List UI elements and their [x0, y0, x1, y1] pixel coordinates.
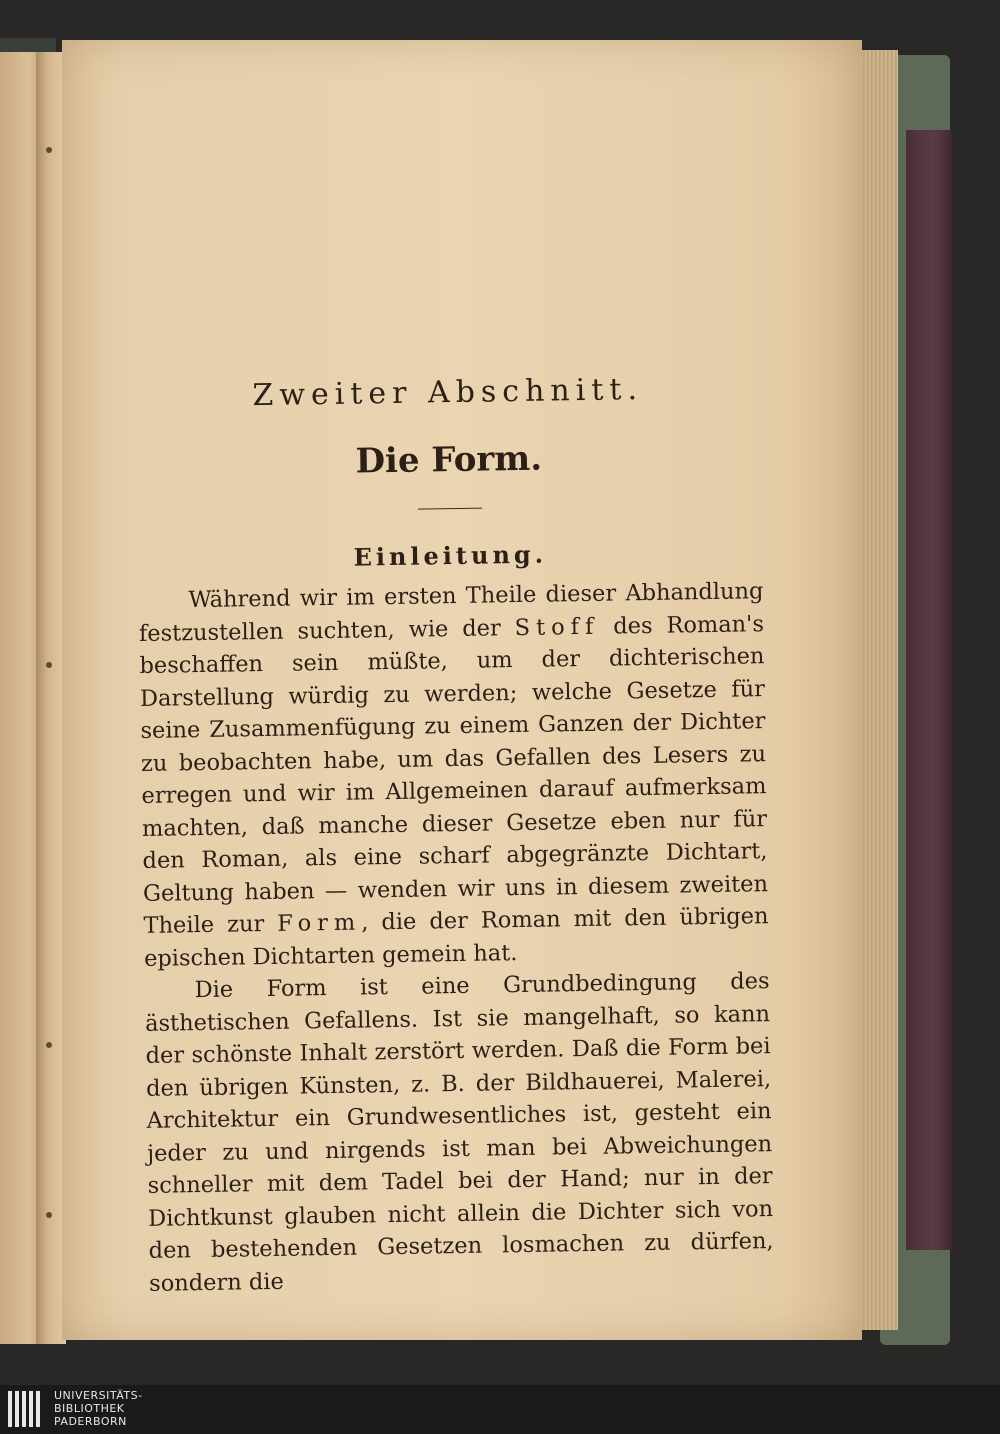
logo-line: BIBLIOTHEK	[54, 1402, 125, 1415]
stitch-hole	[46, 1042, 52, 1048]
chapter-heading: Zweiter Abschnitt.	[252, 372, 644, 414]
library-footer	[0, 1385, 1000, 1434]
paragraph-text: des Roman's beschaffen sein müßte, um der dichterischen Darstellung würdig zu werden; welche Gesetze für seine Zusammenfügung zu einem Ganzen der Dichter zu beobachten habe, um das Gefallen des Lesers zu erregen und wir im Allgemeinen darauf aufmerksam machten, daß manche dieser Gesetze eben nur für den Roman, als eine scharf abgegränzte Dichtart, Geltung haben — wenden wir uns in diesem zweiten Theile zur	[139, 610, 769, 939]
paragraph-2: Die Form ist eine Grundbedingung des ästhetischen Gefallens. Ist sie mangelhaft, so kann der schönste Inhalt zerstört werden. Daß die Form bei den übrigen Künsten, z. B. der Bildhauerei, Malerei, Architektur ein Grundwesentliches ist, gesteht ein jeder zu und nirgends ist man bei Abweichungen schneller mit dem Tadel bei der Hand; nur in der Dichtkunst glauben nicht allein die Dichter sich von den bestehenden Gesetzen losmachen zu dürfen, sondern die	[144, 968, 774, 1297]
emphasized-word: Stoff	[514, 613, 600, 641]
paragraph-1	[138, 575, 769, 975]
book-cover-marbled	[906, 130, 952, 1250]
divider-rule	[418, 508, 482, 510]
section-heading: Einleitung.	[353, 539, 548, 572]
library-logo-text	[54, 1389, 143, 1428]
paragraph-text: Während wir im ersten Theile dieser Abhandlung festzustellen suchten, wie der	[138, 578, 764, 647]
library-logo-icon	[8, 1391, 44, 1427]
stitch-hole	[46, 662, 52, 668]
stitch-hole	[46, 1212, 52, 1218]
paragraph-text: , die der Roman mit den übrigen epischen Dichtarten gemein hat.	[143, 903, 769, 972]
page-text	[135, 370, 774, 1300]
emphasized-word: Form	[277, 909, 362, 937]
stitch-hole	[46, 147, 52, 153]
logo-line: PADERBORN	[54, 1415, 127, 1428]
page-title: Die Form.	[355, 438, 543, 482]
logo-line: UNIVERSITÄTS-	[54, 1389, 143, 1402]
